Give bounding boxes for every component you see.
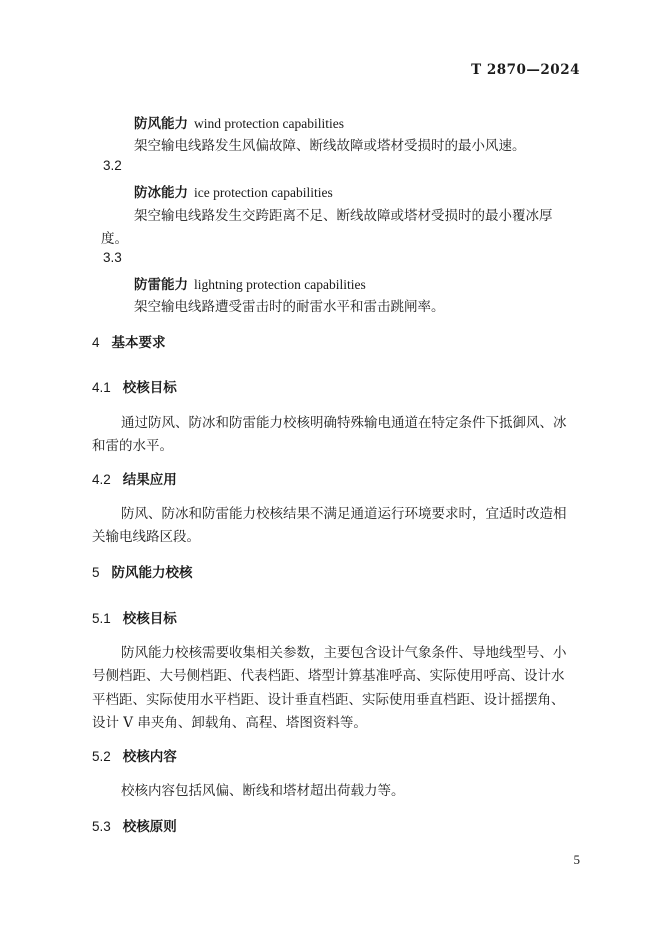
clause-number: 3.2	[103, 158, 122, 173]
section-number: 4.2	[92, 472, 111, 487]
paragraph-line: 和雷的水平。	[92, 438, 173, 454]
section-heading	[92, 745, 177, 765]
term-zh: 防雷能力	[134, 277, 188, 293]
section-number: 4.1	[92, 380, 111, 395]
section-heading	[92, 468, 177, 488]
term-en: wind protection capabilities	[194, 116, 344, 131]
term-en: lightning protection capabilities	[194, 277, 366, 292]
section-number: 5.3	[92, 819, 111, 834]
section-heading	[92, 561, 193, 581]
term-zh: 防冰能力	[134, 185, 188, 201]
section-heading	[92, 376, 177, 396]
term-lightning-protection	[134, 273, 366, 293]
section-title: 防风能力校核	[111, 565, 193, 581]
section-title: 校核目标	[122, 380, 177, 396]
section-title: 结果应用	[122, 472, 177, 488]
standard-number: T 2870—2024	[471, 62, 580, 78]
term-wind-protection	[134, 112, 344, 132]
paragraph-line: 防风、防冰和防雷能力校核结果不满足通道运行环境要求时，宜适时改造相	[121, 506, 567, 522]
section-title: 校核原则	[122, 819, 177, 835]
section-number: 5.2	[92, 749, 111, 764]
term-definition: 度。	[101, 231, 128, 247]
section-heading	[92, 607, 177, 627]
section-number: 5.1	[92, 611, 111, 626]
section-number: 4	[92, 335, 100, 350]
section-number: 5	[92, 565, 100, 580]
paragraph-line: 平档距、实际使用水平档距、设计垂直档距、实际使用垂直档距、设计摇摆角、	[92, 692, 565, 708]
term-definition: 架空输电线路发生交跨距离不足、断线故障或塔材受损时的最小覆冰厚	[134, 208, 553, 224]
section-title: 校核目标	[122, 611, 177, 627]
page-number: 5	[573, 852, 580, 867]
section-title: 基本要求	[111, 335, 166, 351]
term-definition: 架空输电线路遭受雷击时的耐雷水平和雷击跳闸率。	[134, 299, 445, 315]
term-zh: 防风能力	[134, 116, 188, 132]
paragraph-line: 防风能力校核需要收集相关参数，主要包含设计气象条件、导地线型号、小	[121, 645, 567, 661]
paragraph-line: 校核内容包括风偏、断线和塔材超出荷载力等。	[121, 783, 405, 799]
section-heading	[92, 331, 166, 351]
section-heading	[92, 815, 177, 835]
paragraph-line: 关输电线路区段。	[92, 529, 200, 545]
section-title: 校核内容	[122, 749, 177, 765]
paragraph-line: 号侧档距、大号侧档距、代表档距、塔型计算基准呼高、实际使用呼高、设计水	[92, 668, 565, 684]
paragraph-line: 通过防风、防冰和防雷能力校核明确特殊输电通道在特定条件下抵御风、冰	[121, 415, 567, 431]
term-ice-protection	[134, 181, 333, 201]
term-definition: 架空输电线路发生风偏故障、断线故障或塔材受损时的最小风速。	[134, 138, 526, 154]
paragraph-line: 设计 V 串夹角、卸载角、高程、塔图资料等。	[92, 715, 367, 731]
clause-number: 3.3	[103, 250, 122, 265]
term-en: ice protection capabilities	[194, 185, 333, 200]
